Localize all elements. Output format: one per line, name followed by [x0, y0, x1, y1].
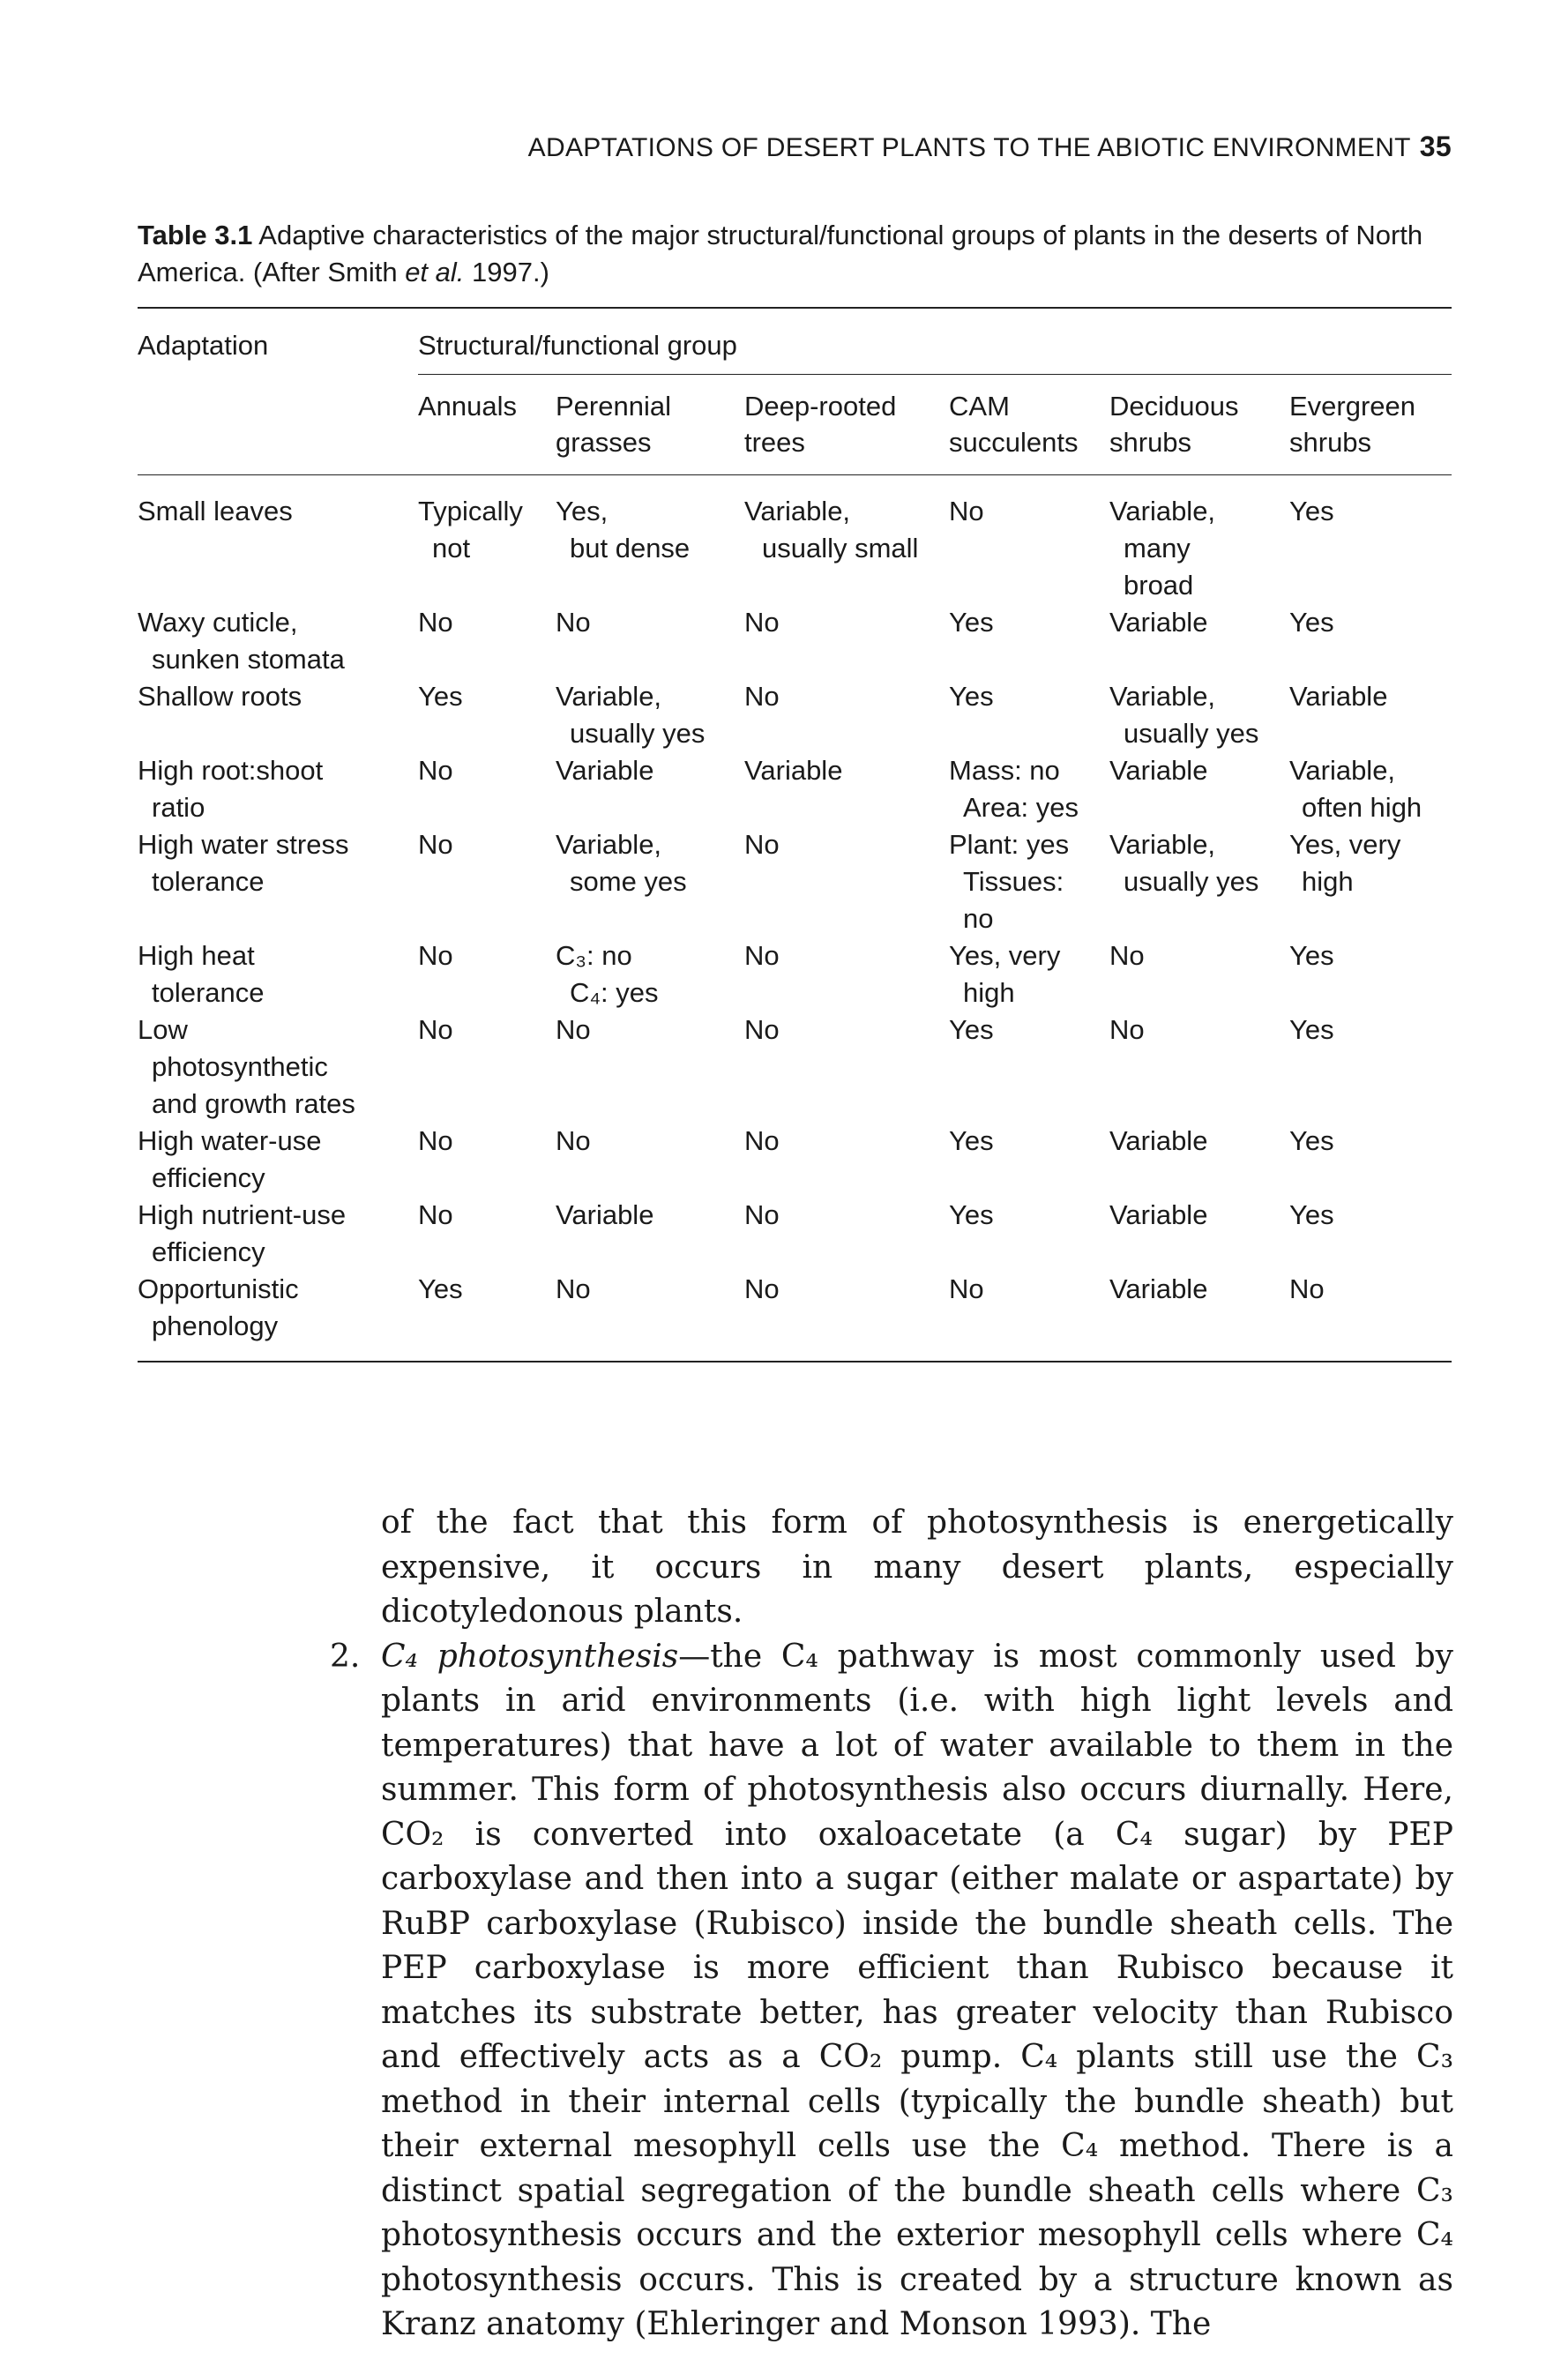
- table-cell: [1109, 1271, 1207, 1308]
- table-cell-line: Variable: [1109, 755, 1208, 786]
- table-cell-line: usually yes: [570, 718, 706, 749]
- table-cell: [1289, 1197, 1334, 1234]
- row-adaptation-line: photosynthetic: [152, 1051, 328, 1082]
- table-cell: [744, 1123, 780, 1160]
- table-cell-line: often high: [1302, 792, 1422, 823]
- row-adaptation-line: Waxy cuticle,: [138, 607, 298, 638]
- table-cell-line: Yes, very: [949, 940, 1061, 971]
- table-cell: [1109, 493, 1215, 604]
- row-adaptation-line: Opportunistic: [138, 1273, 299, 1304]
- table-cell: [1289, 493, 1334, 530]
- table-cell: [744, 1197, 780, 1234]
- table-cell-line: Plant: yes: [949, 829, 1070, 860]
- row-adaptation-line: sunken stomata: [152, 644, 345, 675]
- table-cell: [1109, 937, 1145, 974]
- table-cell: [744, 678, 780, 715]
- table-cell-line: Variable: [1109, 1199, 1208, 1230]
- table-cell-line: Yes: [949, 607, 994, 638]
- table-cell-line: Tissues:: [963, 866, 1064, 897]
- table-cell: [418, 604, 453, 641]
- column-header: [1289, 388, 1415, 460]
- table-cell-line: Yes: [949, 681, 994, 712]
- row-adaptation: [138, 937, 265, 1012]
- table-cell-line: Variable,: [1109, 496, 1216, 526]
- table-row: [138, 937, 1452, 1012]
- table-cell: [1109, 1012, 1145, 1049]
- table-cell-line: Yes: [418, 681, 463, 712]
- row-adaptation-line: High root:shoot: [138, 755, 324, 786]
- column-header: [556, 388, 671, 460]
- column-header: [418, 388, 517, 424]
- row-adaptation-line: Low: [138, 1014, 188, 1045]
- table-cell-line: Yes,: [556, 496, 609, 526]
- row-adaptation-line: efficiency: [152, 1236, 265, 1267]
- table-cell: [418, 1271, 463, 1308]
- header-group: Structural/functional group: [418, 330, 737, 361]
- table-cell: [418, 1197, 453, 1234]
- page-number: 35: [1419, 131, 1452, 162]
- table-cell-line: No: [744, 681, 780, 712]
- table-cell: [1289, 1271, 1325, 1308]
- table-cell: [418, 937, 453, 974]
- column-header-line: Deciduous: [1109, 391, 1239, 422]
- table-cell-line: Yes: [1289, 1199, 1334, 1230]
- table-cell-line: usually small: [762, 533, 919, 564]
- table-cell: [949, 1271, 984, 1308]
- table-cell-line: Variable: [1289, 681, 1388, 712]
- table-cell-line: No: [556, 607, 591, 638]
- table-body: [138, 475, 1452, 1361]
- caption-et-al: et al.: [405, 257, 465, 287]
- column-header-line: shrubs: [1289, 427, 1372, 458]
- table-cell-line: Mass: no: [949, 755, 1060, 786]
- table-cell-line: C₃: no: [556, 940, 632, 971]
- row-adaptation: [138, 752, 323, 826]
- list-item-number: 2.: [330, 1638, 361, 1675]
- table-bottom-rule: [138, 1361, 1452, 1362]
- row-adaptation: [138, 1012, 355, 1123]
- list-item-title: C₄ photosynthesis: [381, 1638, 679, 1675]
- column-header: [744, 388, 896, 460]
- table-cell: [418, 752, 453, 789]
- table-cell-line: many: [1124, 533, 1191, 564]
- table-cell-line: Yes: [949, 1014, 994, 1045]
- table-row: [138, 1271, 1452, 1345]
- column-header-line: Annuals: [418, 391, 518, 422]
- table-cell-line: Yes: [1289, 1125, 1334, 1156]
- column-header: [1109, 388, 1238, 460]
- table-cell-line: Yes: [949, 1199, 994, 1230]
- row-adaptation: [138, 1123, 321, 1197]
- table-cell: [556, 1197, 653, 1234]
- table-cell: [556, 678, 705, 752]
- list-item-text: —the C₄ pathway is most commonly used by plants in arid environments (i.e. with high light levels and temperatures) that have a lot of water available to them in the summer. This form of photosynthesis also occurs diurnally. Here, CO₂ is converted into oxaloacetate (a C₄ sugar) by PEP carboxylase and then into a sugar (either malate or aspartate) by RuBP carboxylase (Rubisco) inside the bundle sheath cells. The PEP carboxylase is more efficient than Rubisco because it matches its substrate better, has greater velocity than Rubisco and effectively acts as a CO₂ pump. C₄ plants still use the C₃ method in their internal cells (typically the bundle sheath) but their external mesophyll cells use the C₄ method. There is a distinct spatial segregation of the bundle sheath cells where C₃ photosynthesis occurs and the exterior mesophyll cells where C₄ photosynthesis occurs. This is created by a structure known as Kranz anatomy (Ehleringer and Monson 1993). The: [381, 1638, 1454, 2342]
- table-row: [138, 1123, 1452, 1197]
- row-adaptation: [138, 826, 348, 900]
- table-cell-line: usually yes: [1124, 866, 1259, 897]
- table-cell: [744, 1012, 780, 1049]
- table-row: [138, 678, 1452, 752]
- table-row: [138, 604, 1452, 678]
- column-header-line: Perennial: [556, 391, 671, 422]
- table-cell-line: Variable,: [744, 496, 851, 526]
- table-cell: [744, 937, 780, 974]
- table-cell: [744, 604, 780, 641]
- row-adaptation: [138, 1197, 346, 1271]
- row-adaptation-line: High heat: [138, 940, 255, 971]
- table-cell: [556, 826, 687, 900]
- table-cell-line: but dense: [570, 533, 691, 564]
- column-header-line: grasses: [556, 427, 652, 458]
- table-cell-line: Yes: [418, 1273, 463, 1304]
- table-cell-line: Variable,: [1289, 755, 1396, 786]
- table-cell-line: No: [418, 829, 453, 860]
- table-cell: [1109, 752, 1207, 789]
- table-cell-line: Variable: [744, 755, 843, 786]
- row-adaptation-line: tolerance: [152, 866, 265, 897]
- row-adaptation-line: ratio: [152, 792, 205, 823]
- table-cell-line: not: [432, 533, 471, 564]
- row-adaptation: [138, 604, 345, 678]
- table-cell-line: No: [1109, 940, 1145, 971]
- row-adaptation-line: High nutrient-use: [138, 1199, 347, 1230]
- column-header-line: succulents: [949, 427, 1079, 458]
- table-cell-line: Variable,: [1109, 829, 1216, 860]
- table-cell-line: No: [556, 1014, 591, 1045]
- table-cell-line: No: [949, 496, 984, 526]
- table-cell-line: No: [949, 1273, 984, 1304]
- table-cell-line: no: [963, 903, 994, 934]
- table-cell-line: high: [1302, 866, 1354, 897]
- header-adaptation: Adaptation: [138, 330, 269, 361]
- table-cell-line: No: [1109, 1014, 1145, 1045]
- table-cell: [1289, 1123, 1334, 1160]
- table-cell-line: No: [418, 1014, 453, 1045]
- table-cell: [744, 826, 780, 863]
- table-cell: [949, 604, 994, 641]
- table-cell-line: No: [1289, 1273, 1325, 1304]
- table-cell-line: No: [744, 1199, 780, 1230]
- table-cell: [556, 604, 591, 641]
- table-cell: [1109, 826, 1258, 900]
- table-cell: [418, 826, 453, 863]
- table-cell-line: Yes, very: [1289, 829, 1401, 860]
- column-header: [949, 388, 1078, 460]
- table-cell-line: Typically: [418, 496, 523, 526]
- table-cell: [1109, 1123, 1207, 1160]
- table-cell: [556, 1012, 591, 1049]
- caption-text: Adaptive characteristics of the major structural/functional groups of plants in the deserts of North America. (After Smith: [138, 220, 1423, 287]
- table-cell: [418, 678, 463, 715]
- table-cell-line: No: [418, 940, 453, 971]
- table-cell-line: No: [556, 1273, 591, 1304]
- table-row: [138, 1012, 1452, 1123]
- table-cell-line: No: [418, 1125, 453, 1156]
- table-cell: [744, 1271, 780, 1308]
- table-cell: [556, 1271, 591, 1308]
- table-cell-line: Variable,: [1109, 681, 1216, 712]
- table-cell-line: high: [963, 977, 1015, 1008]
- table-cell: [744, 752, 842, 789]
- table-cell: [1109, 1197, 1207, 1234]
- running-head: [528, 131, 1452, 163]
- table-cell-line: C₄: yes: [570, 977, 659, 1008]
- table-row: [138, 1197, 1452, 1271]
- table-cell-line: Yes: [1289, 607, 1334, 638]
- table-cell-line: No: [418, 1199, 453, 1230]
- table-cell-line: Yes: [949, 1125, 994, 1156]
- table-cell-line: broad: [1124, 570, 1194, 601]
- table-row: [138, 493, 1452, 604]
- row-adaptation-line: High water-use: [138, 1125, 322, 1156]
- table-cell-line: Yes: [1289, 496, 1334, 526]
- table-cell: [949, 678, 994, 715]
- table-cell: [1289, 1012, 1334, 1049]
- table-cell-line: Yes: [1289, 940, 1334, 971]
- row-adaptation: [138, 1271, 299, 1345]
- row-adaptation: [138, 678, 302, 715]
- row-adaptation: [138, 493, 293, 530]
- row-adaptation-line: High water stress: [138, 829, 349, 860]
- table-cell-line: Variable: [1109, 1273, 1208, 1304]
- table-cell: [949, 1123, 994, 1160]
- column-header-line: Evergreen: [1289, 391, 1416, 422]
- row-adaptation-line: efficiency: [152, 1162, 265, 1193]
- table-cell: [1289, 937, 1334, 974]
- table-cell-line: No: [744, 829, 780, 860]
- table-cell-line: No: [744, 1125, 780, 1156]
- table-cell-line: No: [744, 1273, 780, 1304]
- table-header-top: [138, 309, 1452, 372]
- row-adaptation-line: and growth rates: [152, 1088, 355, 1119]
- table-cell: [949, 1012, 994, 1049]
- table-row: [138, 826, 1452, 937]
- table-cell-line: Variable: [556, 1199, 654, 1230]
- table-cell-line: Variable: [1109, 1125, 1208, 1156]
- table-cell-line: some yes: [570, 866, 687, 897]
- adaptations-table: [138, 307, 1452, 1362]
- row-adaptation-line: Small leaves: [138, 496, 293, 526]
- caption-year: 1997.): [464, 257, 549, 287]
- column-header-line: shrubs: [1109, 427, 1192, 458]
- table-cell: [1289, 826, 1400, 900]
- table-cell: [1109, 678, 1258, 752]
- running-head-title: ADAPTATIONS OF DESERT PLANTS TO THE ABIOTIC ENVIRONMENT: [527, 133, 1411, 162]
- table-cell: [418, 1012, 453, 1049]
- table-cell: [949, 937, 1060, 1012]
- table-cell: [1109, 604, 1207, 641]
- table-cell: [556, 493, 690, 567]
- table-cell: [418, 1123, 453, 1160]
- table-cell: [556, 752, 653, 789]
- body-text: [330, 1501, 1454, 2348]
- table-cell: [1289, 752, 1422, 826]
- table-cell: [744, 493, 918, 567]
- table-cell: [949, 752, 1079, 826]
- table-cell: [556, 937, 659, 1012]
- continuation-paragraph: of the fact that this form of photosynthesis is energetically expensive, it occurs in many desert plants, especially dicotyledonous plants.: [381, 1504, 1453, 1630]
- table-cell: [949, 1197, 994, 1234]
- table-cell-line: Variable: [1109, 607, 1208, 638]
- column-header-line: Deep-rooted: [744, 391, 897, 422]
- table-cell-line: Variable,: [556, 681, 662, 712]
- table-cell-line: No: [556, 1125, 591, 1156]
- table-cell-line: No: [418, 607, 453, 638]
- table-cell-line: No: [744, 940, 780, 971]
- table-cell: [949, 493, 984, 530]
- row-adaptation-line: Shallow roots: [138, 681, 302, 712]
- table-cell-line: No: [418, 755, 453, 786]
- table-cell: [949, 826, 1069, 937]
- table-cell-line: No: [744, 1014, 780, 1045]
- table-cell-line: Yes: [1289, 1014, 1334, 1045]
- table-caption: [138, 217, 1452, 291]
- table-row: [138, 752, 1452, 826]
- list-item-c4: [330, 1635, 1454, 2348]
- table-cell: [418, 493, 523, 567]
- row-adaptation-line: tolerance: [152, 977, 265, 1008]
- table-cell-line: usually yes: [1124, 718, 1259, 749]
- table-cell: [556, 1123, 591, 1160]
- table-cell: [1289, 678, 1387, 715]
- table-cell-line: Area: yes: [963, 792, 1079, 823]
- table-cell-line: No: [744, 607, 780, 638]
- column-header-line: CAM: [949, 391, 1010, 422]
- table-cell-line: Variable,: [556, 829, 662, 860]
- row-adaptation-line: phenology: [152, 1310, 279, 1341]
- column-header-line: trees: [744, 427, 805, 458]
- table-label: Table 3.1: [138, 220, 253, 250]
- table-cell-line: Variable: [556, 755, 654, 786]
- column-headers: [138, 372, 1452, 474]
- table-cell: [1289, 604, 1334, 641]
